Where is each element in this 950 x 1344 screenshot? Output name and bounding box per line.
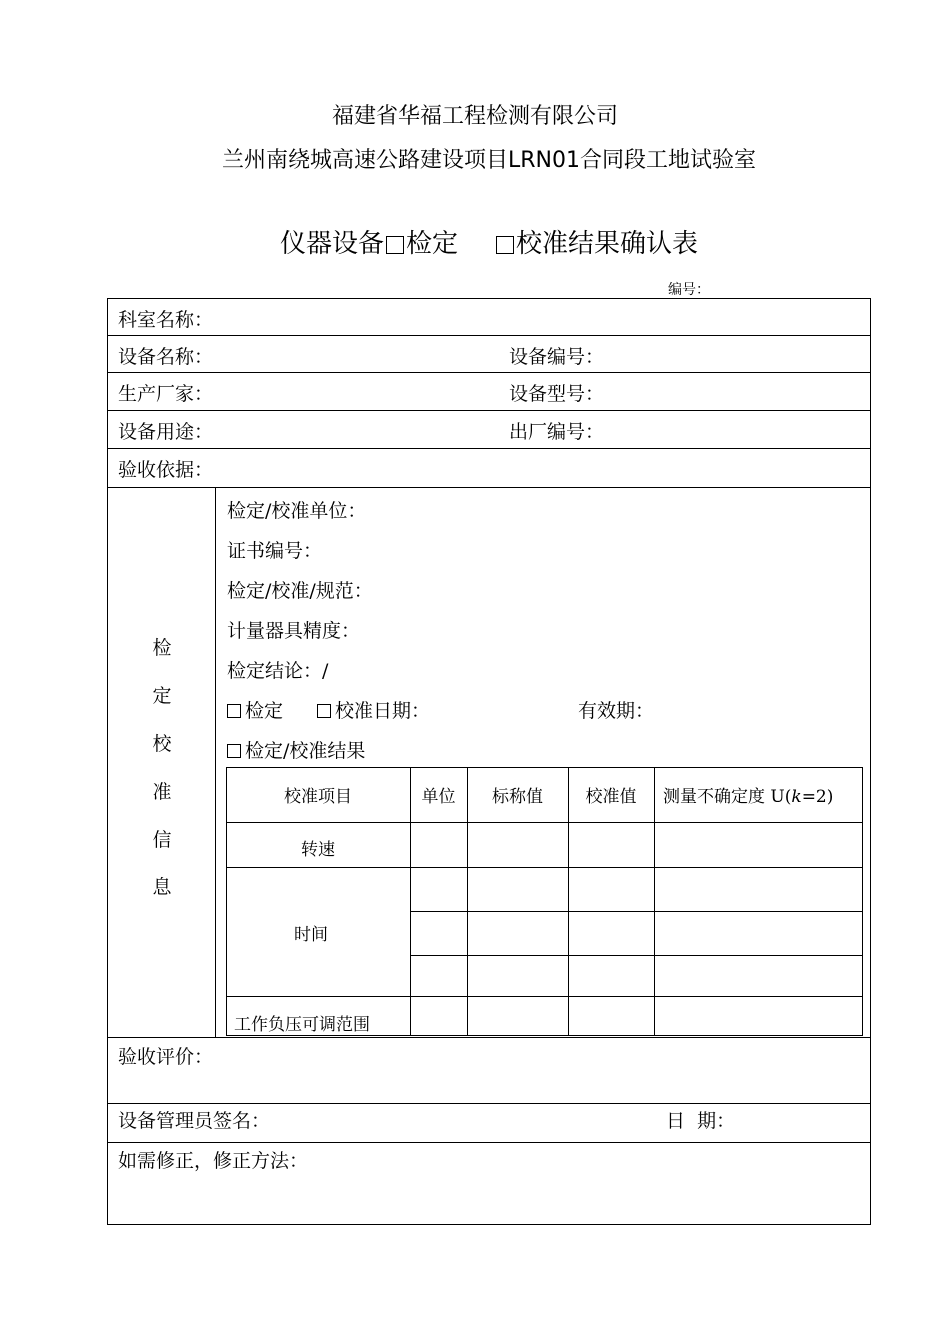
acceptance-eval-field[interactable]: 验收评价： <box>118 1046 214 1068</box>
checkbox-calib[interactable] <box>317 704 331 718</box>
frame-bottom <box>107 1224 871 1225</box>
section-divider <box>215 487 216 1037</box>
form-title-part3: 校准结果确认表 <box>516 229 699 259</box>
conclusion-field[interactable]: 检定结论：/ <box>227 660 329 682</box>
form-title <box>0 223 950 260</box>
row-divider <box>107 335 871 336</box>
uncertainty-k: k <box>791 787 802 807</box>
equipment-no-field[interactable]: 设备编号： <box>509 346 605 368</box>
column-header-calibrated: 校准值 <box>585 787 637 807</box>
table-border <box>410 767 411 1036</box>
usage-field[interactable]: 设备用途： <box>118 421 214 443</box>
checkbox-calib-title[interactable] <box>496 236 514 254</box>
model-field[interactable]: 设备型号： <box>509 383 605 405</box>
row-divider <box>107 1037 871 1038</box>
form-title-part2: 检定 <box>405 229 458 259</box>
date-field[interactable]: 日 期： <box>666 1110 736 1132</box>
validity-field[interactable]: 有效期： <box>578 700 655 722</box>
table-border <box>226 767 862 768</box>
equipment-name-field[interactable]: 设备名称： <box>118 346 214 368</box>
frame-top <box>107 298 871 299</box>
checkbox-result[interactable] <box>227 744 241 758</box>
company-name: 福建省华福工程检测有限公司 <box>331 104 618 129</box>
table-border <box>862 767 863 1036</box>
column-header-item: 校准项目 <box>284 787 352 807</box>
manufacturer-field[interactable]: 生产厂家： <box>118 383 214 405</box>
table-border <box>654 767 655 1036</box>
table-row-label: 时间 <box>294 925 328 945</box>
calib-unit-field[interactable]: 检定/校准单位： <box>227 500 367 522</box>
result-label: 检定/校准结果 <box>245 740 366 762</box>
lab-name: 兰州南绕城高速公路建设项目LRN01合同段工地试验室 <box>222 148 756 173</box>
table-border <box>226 767 227 1036</box>
option-verify-label: 检定 <box>245 700 284 722</box>
calib-date-label[interactable]: 校准日期： <box>335 700 431 722</box>
table-border <box>467 767 468 1036</box>
uncertainty-suffix: =2) <box>801 787 834 807</box>
manager-sign-field[interactable]: 设备管理员签名： <box>118 1110 271 1132</box>
row-divider <box>107 410 871 411</box>
row-divider <box>107 1142 871 1143</box>
serial-field[interactable]: 出厂编号： <box>509 421 605 443</box>
table-border <box>568 767 569 1036</box>
table-border <box>226 822 862 823</box>
uncertainty-prefix: 测量不确定度 U( <box>663 787 792 807</box>
doc-number-label: 编号： <box>668 282 710 298</box>
row-divider <box>107 487 871 488</box>
table-border <box>226 867 862 868</box>
result-row <box>227 736 365 763</box>
column-header-unit: 单位 <box>421 787 456 807</box>
frame-left <box>107 298 108 1225</box>
row-divider <box>107 1103 871 1104</box>
table-border <box>410 911 862 912</box>
table-border <box>226 1035 862 1036</box>
column-header-uncertainty <box>663 782 833 807</box>
table-row-label: 转速 <box>301 840 335 860</box>
frame-right <box>870 298 871 1225</box>
spec-field[interactable]: 检定/校准/规范： <box>227 580 373 602</box>
table-border <box>410 955 862 956</box>
cert-no-field[interactable]: 证书编号： <box>227 540 323 562</box>
form-title-part1: 仪器设备 <box>279 229 384 259</box>
section-label-char: 准 <box>152 781 172 803</box>
checkbox-verify[interactable] <box>227 704 241 718</box>
row-divider <box>107 448 871 449</box>
section-label-char: 信 <box>152 829 172 851</box>
date-options-row <box>227 696 430 723</box>
column-header-nominal: 标称值 <box>492 787 543 807</box>
checkbox-verify-title[interactable] <box>386 236 404 254</box>
section-label-char: 息 <box>152 876 172 898</box>
precision-field[interactable]: 计量器具精度： <box>227 620 361 642</box>
row-divider <box>107 372 871 373</box>
dept-field[interactable]: 科室名称： <box>118 309 214 331</box>
table-row-label: 工作负压可调范围 <box>234 1015 370 1035</box>
correction-field[interactable]: 如需修正，修正方法： <box>118 1150 309 1172</box>
section-label-char: 检 <box>152 637 172 659</box>
acceptance-basis-field[interactable]: 验收依据： <box>118 459 214 481</box>
section-label-char: 定 <box>152 685 172 707</box>
table-border <box>226 996 862 997</box>
section-label-char: 校 <box>152 733 172 755</box>
